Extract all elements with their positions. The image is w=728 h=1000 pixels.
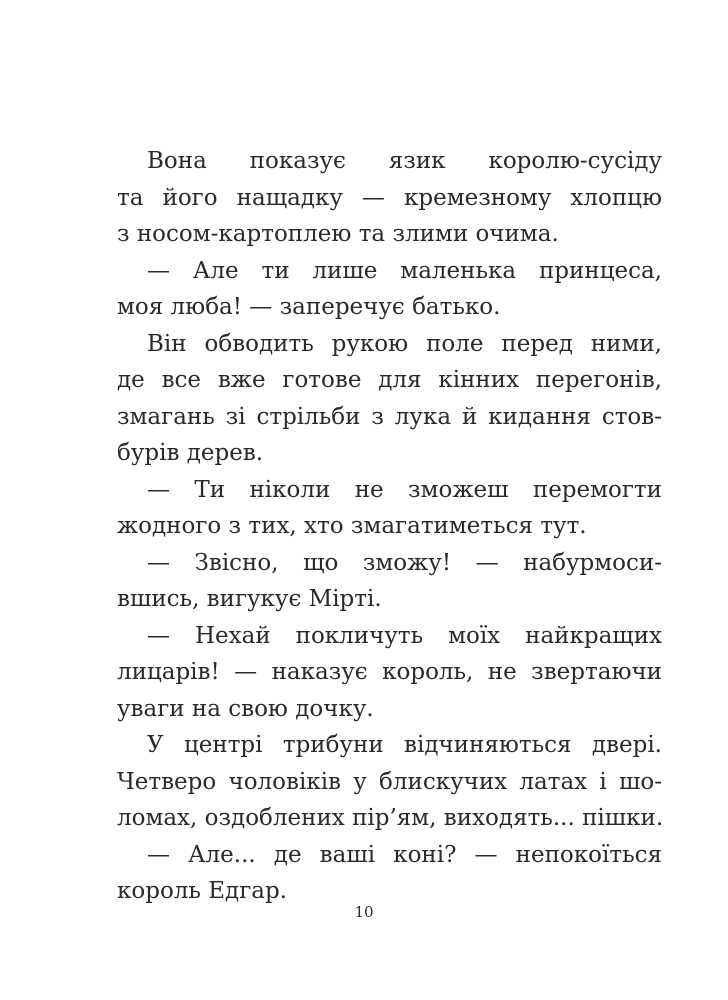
text-line: — Ти ніколи не зможеш перемогти: [147, 476, 662, 503]
text-line: жодного з тих, хто змагатиметься тут.: [117, 513, 587, 539]
text-line: — Але ти лише маленька принцеса,: [147, 257, 662, 284]
text-line: Четверо чоловіків у блискучих латах і шо-: [117, 768, 662, 795]
text-line: уваги на свою дочку.: [117, 695, 374, 722]
body-text: [117, 143, 662, 910]
text-line: Вона показує язик королю-сусіду: [147, 148, 662, 174]
page-number: 10: [354, 903, 374, 921]
text-line: з носом-картоплею та злими очима.: [117, 221, 559, 247]
text-line: лицарів! — наказує король, не звертаючи: [117, 659, 662, 685]
text-line: У центрі трибуни відчиняються двері.: [147, 732, 662, 758]
text-line: та його нащадку — кремезному хлопцю: [117, 184, 662, 211]
text-line: Він обводить рукою поле перед ними,: [147, 330, 662, 357]
text-line: — Звісно, що зможу! — набурмоси-: [147, 549, 662, 576]
text-line: бурів дерев.: [117, 440, 264, 466]
text-line: моя люба! — заперечує батько.: [117, 294, 501, 320]
text-line: змагань зі стрільби з лука й кидання стов-: [117, 403, 662, 430]
text-line: король Едгар.: [117, 878, 287, 904]
text-line: ломах, оздоблених пір’ям, виходять... пішки.: [117, 805, 664, 831]
text-line: — Але... де ваші коні? — непокоїться: [147, 841, 662, 868]
text-line: де все вже готове для кінних перегонів,: [117, 367, 662, 393]
text-line: — Нехай покличуть моїх найкращих: [147, 622, 662, 649]
text-line: вшись, вигукує Мірті.: [117, 586, 382, 612]
